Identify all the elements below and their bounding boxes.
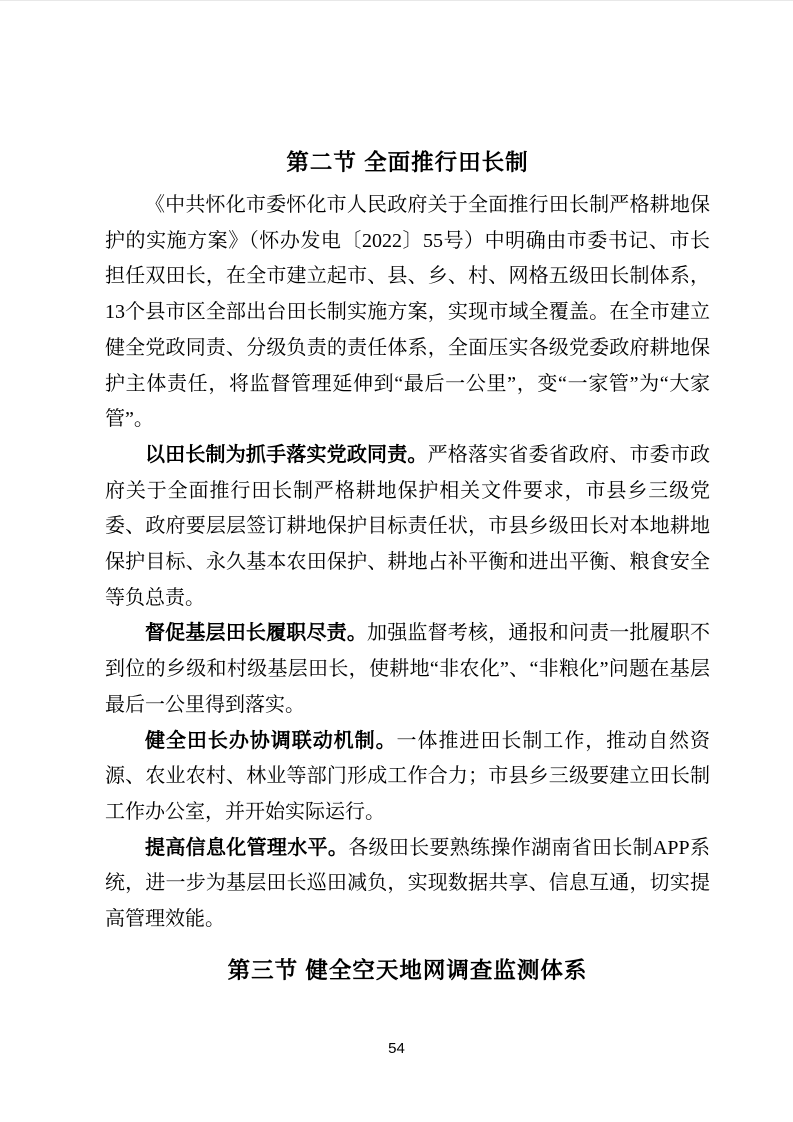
page-number: 54 <box>388 1040 405 1057</box>
paragraph-body: 加强监督考核，通报和问责一批履职不到位的乡级和村级基层田长，使耕地“非农化”、“非粮化”问题在基层最后一公里得到落实。 <box>105 622 711 716</box>
paragraph-intro <box>105 188 710 438</box>
paragraph-body: 严格落实省委省政府、市委市政府关于全面推行田长制严格耕地保护相关文件要求，市县乡三级党委、政府要层层签订耕地保护目标责任状，市县乡级田长对本地耕地保护目标、永久基本农田保护、耕地占补平衡和进出平衡、粮食安全等负总责。 <box>105 443 711 609</box>
paragraph-body: 一体推进田长制工作，推动自然资源、农业农村、林业等部门形成工作合力；市县乡三级要建立田长制工作办公室，并开始实际运行。 <box>105 729 711 823</box>
paragraph-body: 《中共怀化市委怀化市人民政府关于全面推行田长制严格耕地保护的实施方案》（怀办发电〔2022〕55号）中明确由市委书记、市长担任双田长，在全市建立起市、县、乡、村、网格五级田长制体系，13个县市区全部出台田长制实施方案，实现市域全覆盖。在全市建立健全党政同责、分级负责的责任体系，全面压实各级党委政府耕地保护主体责任，将监督管理延伸到“最后一公里”，变“一家管”为“大家管”。 <box>105 194 710 431</box>
section-heading-2: 第二节 全面推行田长制 <box>286 150 529 175</box>
paragraph-body: 各级田长要熟练操作湖南省田长制APP系统，进一步为基层田长巡田减负，实现数据共享、信息互通，切实提高管理效能。 <box>105 836 710 931</box>
page-content <box>105 147 710 988</box>
paragraph-coordination-mechanism <box>105 724 710 831</box>
paragraph-lead: 提高信息化管理水平。 <box>145 836 349 859</box>
section-heading-3: 第三节 健全空天地网调查监测体系 <box>227 957 588 983</box>
paragraph-informatization <box>105 831 710 938</box>
paragraph-lead: 以田长制为抓手落实党政同责。 <box>145 443 428 466</box>
paragraph-lead: 健全田长办协调联动机制。 <box>145 729 397 752</box>
paragraph-party-responsibility <box>105 438 710 617</box>
paragraph-lead: 督促基层田长履职尽责。 <box>145 622 368 645</box>
paragraph-grassroots-duty <box>105 616 710 723</box>
